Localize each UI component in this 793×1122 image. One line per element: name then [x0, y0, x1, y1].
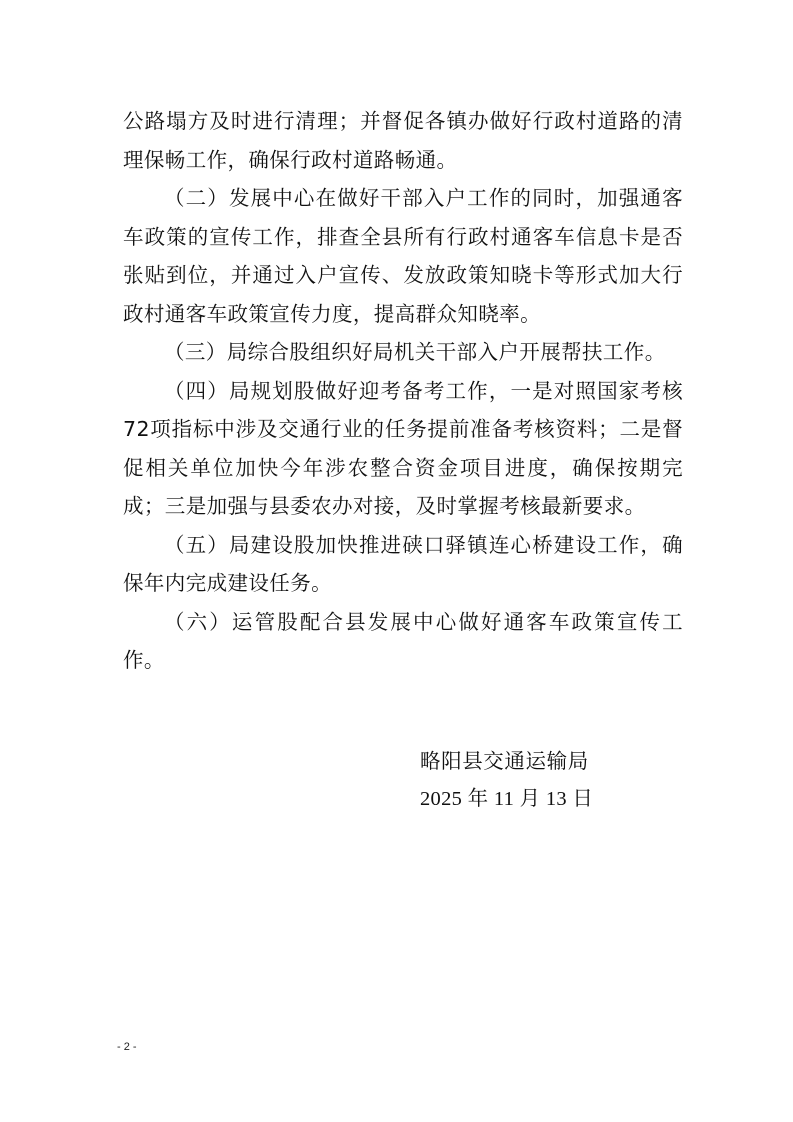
paragraph-item-two: （二）发展中心在做好干部入户工作的同时，加强通客车政策的宣传工作，排查全县所有行政村通客车信息卡是否张贴到位，并通过入户宣传、发放政策知晓卡等形式加大行政村通客车政策宣传力度，提高群众知晓率。	[123, 186, 683, 326]
document-body	[123, 102, 683, 680]
signature-block	[420, 742, 700, 818]
signature-organization: 略阳县交通运输局	[420, 749, 589, 773]
page-number: - 2 -	[117, 1041, 137, 1053]
paragraph-item-five: （五）局建设股加快推进硖口驿镇连心桥建设工作，确保年内完成建设任务。	[123, 532, 683, 595]
paragraph-item-six: （六）运管股配合县发展中心做好通客车政策宣传工作。	[123, 609, 683, 672]
paragraph-item-three: （三）局综合股组织好局机关干部入户开展帮扶工作。	[164, 340, 666, 364]
paragraph-item-four: （四）局规划股做好迎考备考工作，一是对照国家考核72项指标中涉及交通行业的任务提前准备考核资料；二是督促相关单位加快今年涉农整合资金项目进度，确保按期完成；三是加强与县委农办对接，及时掌握考核最新要求。	[123, 378, 683, 518]
paragraph-road-clearing: 公路塌方及时进行清理；并督促各镇办做好行政村道路的清理保畅工作，确保行政村道路畅通。	[123, 109, 683, 172]
signature-date: 2025 年 11 月 13 日	[420, 788, 594, 810]
